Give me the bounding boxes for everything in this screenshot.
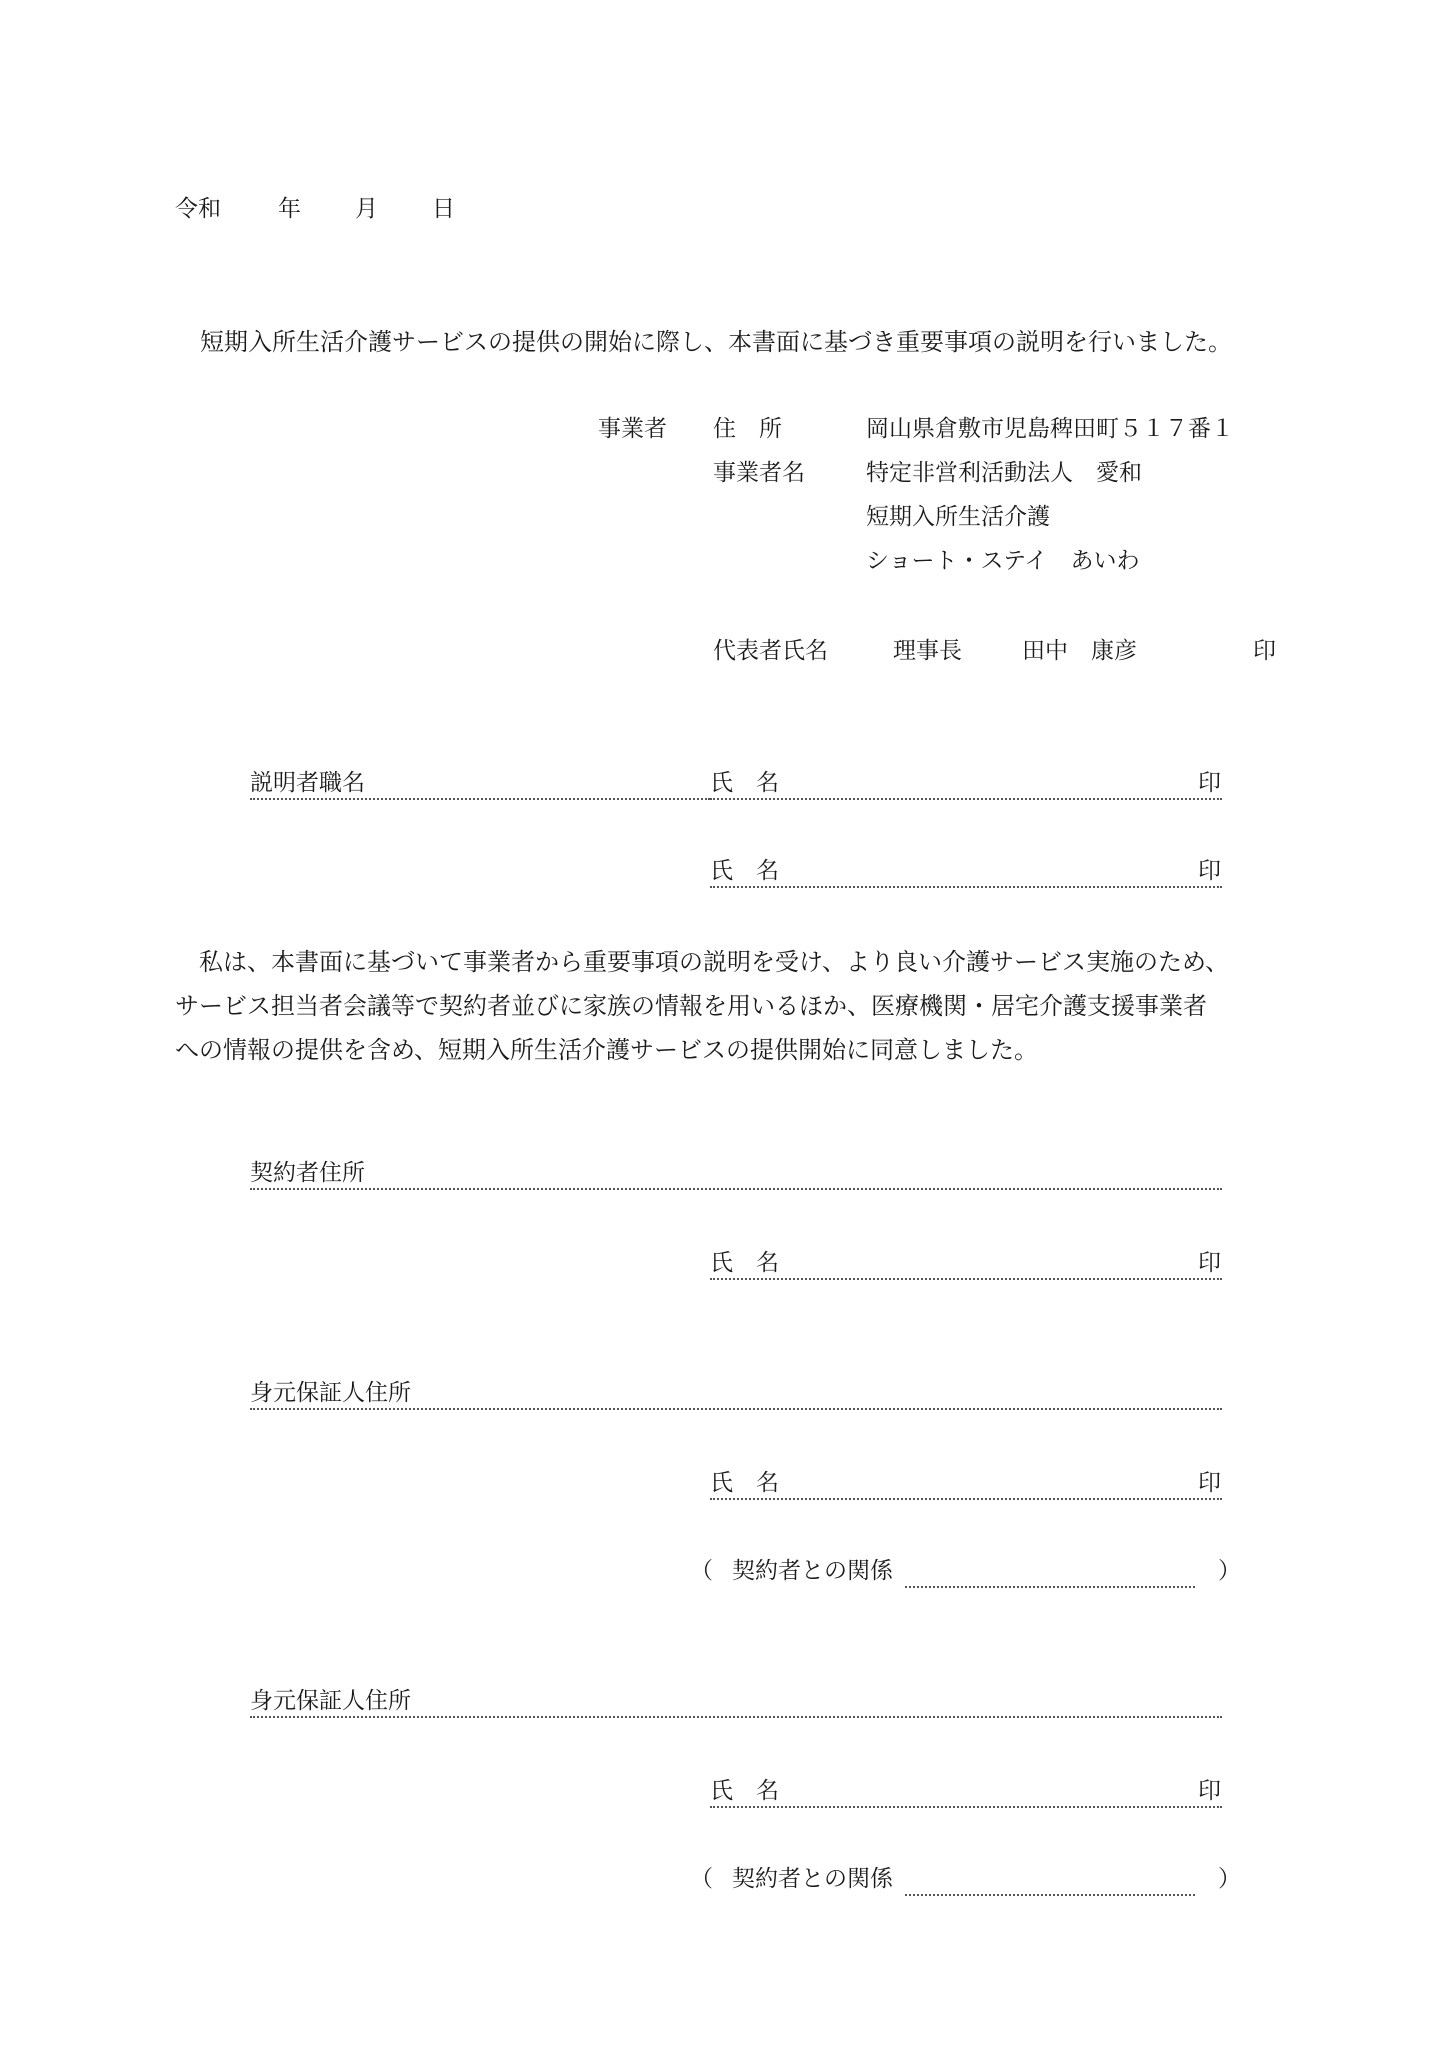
date-era: 令和	[175, 196, 221, 222]
provider-name-line3: ショート・ステイ あいわ	[866, 548, 1140, 574]
explainer-name-field-2[interactable]	[710, 886, 1222, 888]
representative-seal: 印	[1253, 638, 1276, 664]
guarantor-2-relation-label: 契約者との関係	[732, 1866, 893, 1892]
provider-heading: 事業者	[598, 416, 667, 442]
contractor-name-label: 氏 名	[710, 1250, 779, 1276]
consent-line-1: 私は、本書面に基づいて事業者から重要事項の説明を受け、より良い介護サービス実施のため、	[199, 948, 1230, 976]
guarantor-1-name-field[interactable]	[710, 1498, 1222, 1500]
guarantor-1-open-paren: （	[690, 1558, 713, 1584]
consent-line-2: サービス担当者会議等で契約者並びに家族の情報を用いるほか、医療機関・居宅介護支援事業者	[175, 992, 1207, 1020]
guarantor-1-address-label: 身元保証人住所	[250, 1380, 411, 1406]
guarantor-2-relation-field[interactable]	[905, 1894, 1195, 1896]
guarantor-2-close-paren: ）	[1218, 1866, 1241, 1892]
guarantor-2-name-field[interactable]	[710, 1806, 1222, 1808]
consent-line-3: への情報の提供を含め、短期入所生活介護サービスの提供開始に同意しました。	[175, 1036, 1039, 1064]
date-day-label: 日	[432, 196, 455, 222]
explainer-seal: 印	[1198, 770, 1221, 796]
contractor-address-label: 契約者住所	[250, 1160, 365, 1186]
explainer-name-field[interactable]	[710, 798, 1222, 800]
explainer-name-label: 氏 名	[710, 770, 779, 796]
guarantor-1-name-label: 氏 名	[710, 1470, 779, 1496]
guarantor-1-address-field[interactable]	[250, 1408, 1222, 1410]
explainer-position-label: 説明者職名	[250, 770, 365, 796]
explainer-position-field[interactable]	[250, 798, 710, 800]
date-year-label: 年	[278, 196, 301, 222]
guarantor-2-name-label: 氏 名	[710, 1778, 779, 1804]
representative-name: 田中 康彦	[1022, 638, 1137, 664]
guarantor-1-relation-field[interactable]	[905, 1586, 1195, 1588]
consent-paragraph	[175, 940, 1295, 1072]
provider-address-value: 岡山県倉敷市児島稗田町５１７番１	[866, 416, 1234, 442]
representative-title: 理事長	[893, 638, 962, 664]
guarantor-2-seal: 印	[1198, 1778, 1221, 1804]
guarantor-1-close-paren: ）	[1218, 1558, 1241, 1584]
provider-address-label: 住 所	[713, 416, 782, 442]
explainer-name-label-2: 氏 名	[710, 858, 779, 884]
guarantor-1-seal: 印	[1198, 1470, 1221, 1496]
guarantor-2-open-paren: （	[690, 1866, 713, 1892]
explainer-seal-2: 印	[1198, 858, 1221, 884]
contractor-address-field[interactable]	[250, 1188, 1222, 1190]
representative-label: 代表者氏名	[713, 638, 828, 664]
provider-name-label: 事業者名	[713, 460, 805, 486]
contractor-name-field[interactable]	[710, 1278, 1222, 1280]
date-month-label: 月	[355, 196, 378, 222]
guarantor-2-address-field[interactable]	[250, 1716, 1222, 1718]
provider-name-line1: 特定非営利活動法人 愛和	[866, 460, 1142, 486]
guarantor-1-relation-label: 契約者との関係	[732, 1558, 893, 1584]
intro-statement: 短期入所生活介護サービスの提供の開始に際し、本書面に基づき重要事項の説明を行いました。	[200, 328, 1232, 356]
guarantor-2-address-label: 身元保証人住所	[250, 1688, 411, 1714]
contractor-seal: 印	[1198, 1250, 1221, 1276]
provider-name-line2: 短期入所生活介護	[866, 504, 1050, 530]
